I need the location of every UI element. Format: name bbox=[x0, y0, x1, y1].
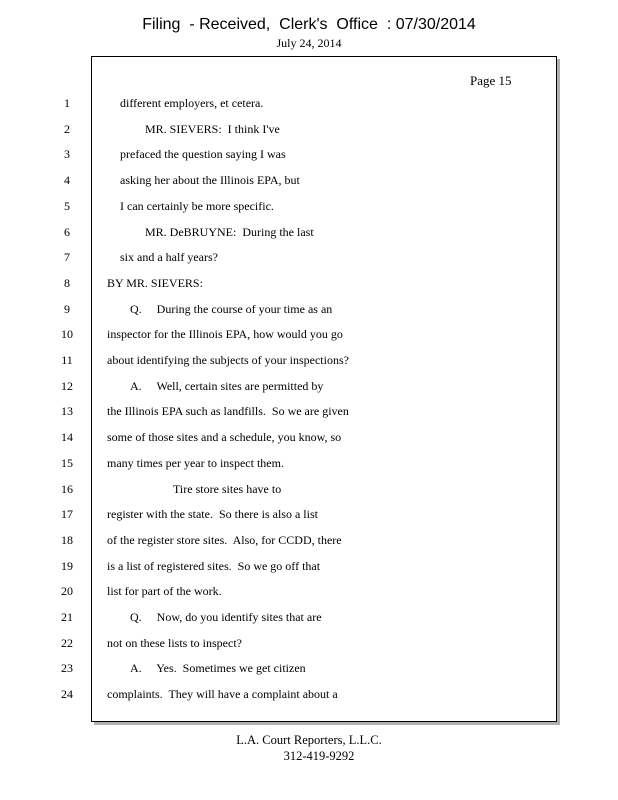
transcript-line-text: many times per year to inspect them. bbox=[107, 455, 284, 470]
line-number: 24 bbox=[61, 687, 73, 702]
line-number: 22 bbox=[61, 635, 73, 650]
line-number: 7 bbox=[64, 250, 70, 265]
transcript-date: July 24, 2014 bbox=[276, 36, 342, 50]
transcript-line-text: asking her about the Illinois EPA, but bbox=[120, 173, 300, 188]
line-number: 14 bbox=[61, 430, 73, 445]
court-reporter-phone: 312-419-9292 bbox=[283, 749, 355, 763]
transcript-line-text: of the register store sites. Also, for CCDD, there bbox=[107, 532, 342, 547]
line-number: 20 bbox=[61, 584, 73, 599]
transcript-line-text: I can certainly be more specific. bbox=[120, 198, 274, 213]
transcript-line-text: Q. Now, do you identify sites that are bbox=[130, 610, 322, 624]
transcript-line-text: register with the state. So there is also a list bbox=[107, 507, 318, 522]
filing-stamp: Filing - Received, Clerk's Office : 07/30/2014 bbox=[142, 16, 476, 33]
line-number: 18 bbox=[61, 532, 73, 547]
line-number: 8 bbox=[64, 275, 70, 290]
line-number: 21 bbox=[61, 610, 73, 624]
line-number: 23 bbox=[61, 661, 73, 676]
line-number: 4 bbox=[64, 173, 70, 188]
transcript-line-text: is a list of registered sites. So we go off that bbox=[107, 558, 321, 573]
transcript-line-text: MR. DeBRUYNE: During the last bbox=[145, 224, 314, 239]
line-number: 5 bbox=[64, 198, 70, 213]
page-number: Page 15 bbox=[470, 73, 512, 88]
court-reporter-name: L.A. Court Reporters, L.L.C. bbox=[236, 733, 382, 747]
line-number: 10 bbox=[61, 327, 73, 342]
line-number: 13 bbox=[61, 404, 73, 419]
transcript-line-text: six and a half years? bbox=[120, 250, 218, 265]
transcript-line-text: inspector for the Illinois EPA, how would you go bbox=[107, 327, 343, 342]
line-number: 12 bbox=[61, 378, 73, 393]
transcript-line-text: the Illinois EPA such as landfills. So we are given bbox=[107, 404, 349, 419]
line-number: 19 bbox=[61, 558, 73, 573]
line-number: 15 bbox=[61, 455, 73, 470]
transcript-line-text: Q. During the course of your time as an bbox=[130, 301, 333, 316]
transcript-line-text: Tire store sites have to bbox=[173, 481, 282, 496]
line-number: 6 bbox=[64, 224, 70, 239]
line-number: 9 bbox=[64, 301, 70, 316]
transcript-line-text: MR. SIEVERS: I think I've bbox=[145, 121, 280, 136]
transcript-line-text: not on these lists to inspect? bbox=[107, 635, 242, 650]
transcript-line-text: different employers, et cetera. bbox=[120, 96, 264, 110]
line-number: 16 bbox=[61, 481, 73, 496]
transcript-line-text: about identifying the subjects of your inspections? bbox=[107, 353, 349, 367]
transcript-line-text: A. Well, certain sites are permitted by bbox=[130, 378, 324, 393]
line-number: 11 bbox=[61, 353, 73, 367]
transcript-line-text: A. Yes. Sometimes we get citizen bbox=[130, 661, 306, 676]
transcript-line-text: BY MR. SIEVERS: bbox=[107, 275, 203, 290]
line-number: 2 bbox=[64, 121, 70, 136]
transcript-line-text: some of those sites and a schedule, you know, so bbox=[107, 430, 342, 445]
line-number: 3 bbox=[64, 147, 70, 162]
line-number: 17 bbox=[61, 507, 73, 522]
transcript-line-text: prefaced the question saying I was bbox=[120, 147, 286, 162]
transcript-line-text: list for part of the work. bbox=[107, 584, 222, 599]
transcript-line-text: complaints. They will have a complaint about a bbox=[107, 687, 338, 702]
line-number: 1 bbox=[64, 96, 70, 110]
